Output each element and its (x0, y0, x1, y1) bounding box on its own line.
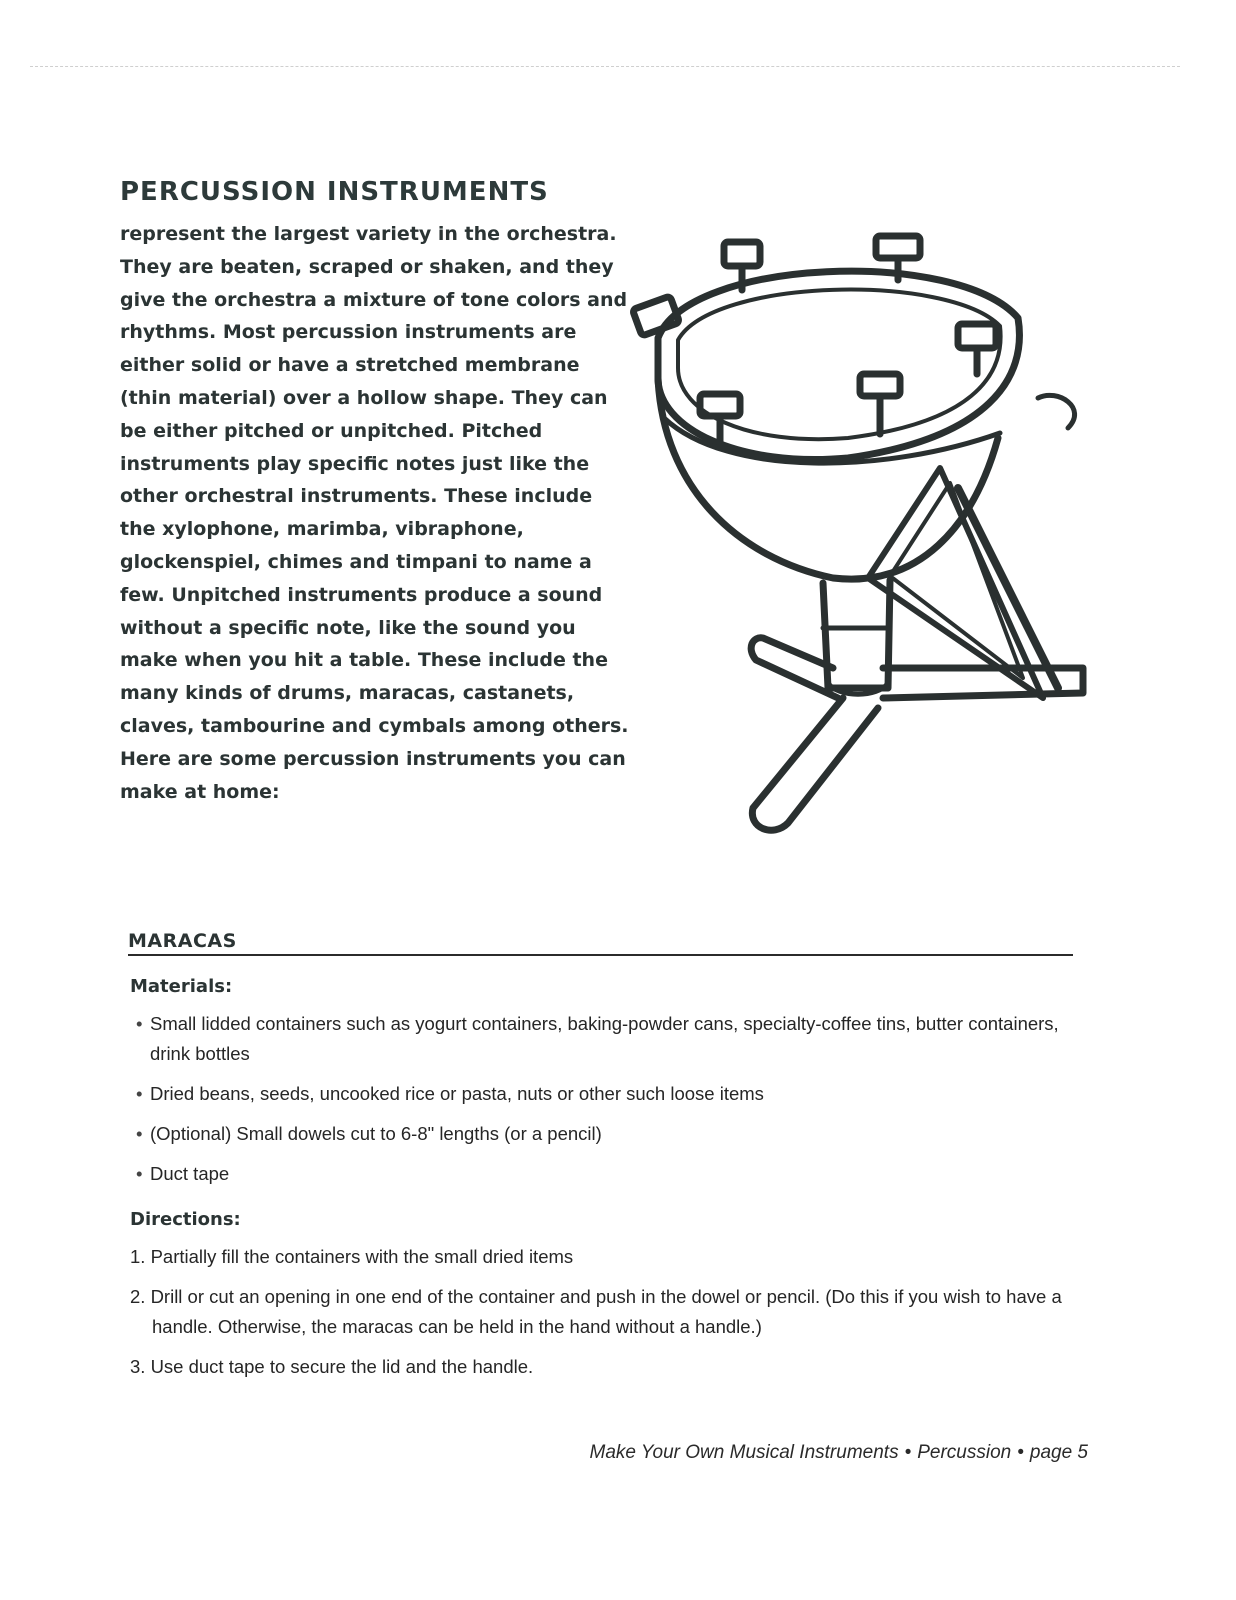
page-footer (590, 1442, 1088, 1464)
materials-heading: Materials: (130, 976, 233, 997)
directions-heading: Directions: (130, 1209, 241, 1230)
maracas-heading: MARACAS (128, 930, 1073, 956)
footer-separator: • (1017, 1442, 1024, 1463)
timpani-and-triangle-icon (628, 228, 1098, 868)
maracas-section (128, 930, 1073, 1392)
list-item: 1. Partially fill the containers with the small dried items (130, 1246, 574, 1267)
intro-block (120, 172, 630, 808)
drum-pedestal (823, 580, 890, 688)
list-item: • Duct tape (128, 1159, 1073, 1189)
page-title: PERCUSSION INSTRUMENTS (120, 177, 549, 207)
bullet-icon: • (136, 1083, 143, 1104)
drum-rim (658, 271, 1019, 459)
list-item: 3. Use duct tape to secure the lid and the handle. (130, 1356, 534, 1377)
footer-book-title: Make Your Own Musical Instruments (589, 1442, 899, 1463)
drum-leg-front (752, 698, 878, 830)
list-item: • Dried beans, seeds, uncooked rice or pasta, nuts or other such loose items (128, 1079, 1073, 1109)
directions-list (128, 1242, 1073, 1382)
list-item: • Small lidded containers such as yogurt containers, baking-powder cans, specialty-coffee tins, butter containers, drink bottles (128, 1009, 1073, 1069)
list-item: • (Optional) Small dowels cut to 6-8" lengths (or a pencil) (128, 1119, 1073, 1149)
bullet-icon: • (136, 1163, 143, 1184)
materials-list (128, 1009, 1073, 1189)
scan-artifact-line (30, 66, 1180, 67)
footer-section: Percussion (917, 1442, 1012, 1463)
footer-separator: • (904, 1442, 912, 1463)
intro-paragraph: represent the largest variety in the orchestra. They are beaten, scraped or shaken, and they give the orchestra a mixture of tone colors and rhythms. Most percussion instruments are either solid or have a stretched membrane (thin material) over a hollow shape. They can be either pitched or unpitched. Pitched instruments play specific notes just like the other orchestral instruments. These include the xylophone, marimba, vibraphone, glockenspiel, chimes and timpani to name a few. Unpitched instruments produce a sound without a specific note, like the sound you make when you hit a table. These include the many kinds of drums, maracas, castanets, claves, tambourine and cymbals among others. Here are some percussion instruments you can make at home: (120, 223, 629, 803)
triangle-beater (958, 488, 1058, 688)
page-number: page 5 (1029, 1442, 1088, 1463)
bullet-icon: • (136, 1123, 143, 1144)
bullet-icon: • (136, 1013, 143, 1034)
list-item: 2. Drill or cut an opening in one end of the container and push in the dowel or pencil. (Do this if you wish to have a handle. Otherwise, the maracas can be held in the hand without a handle.) (130, 1286, 1062, 1337)
